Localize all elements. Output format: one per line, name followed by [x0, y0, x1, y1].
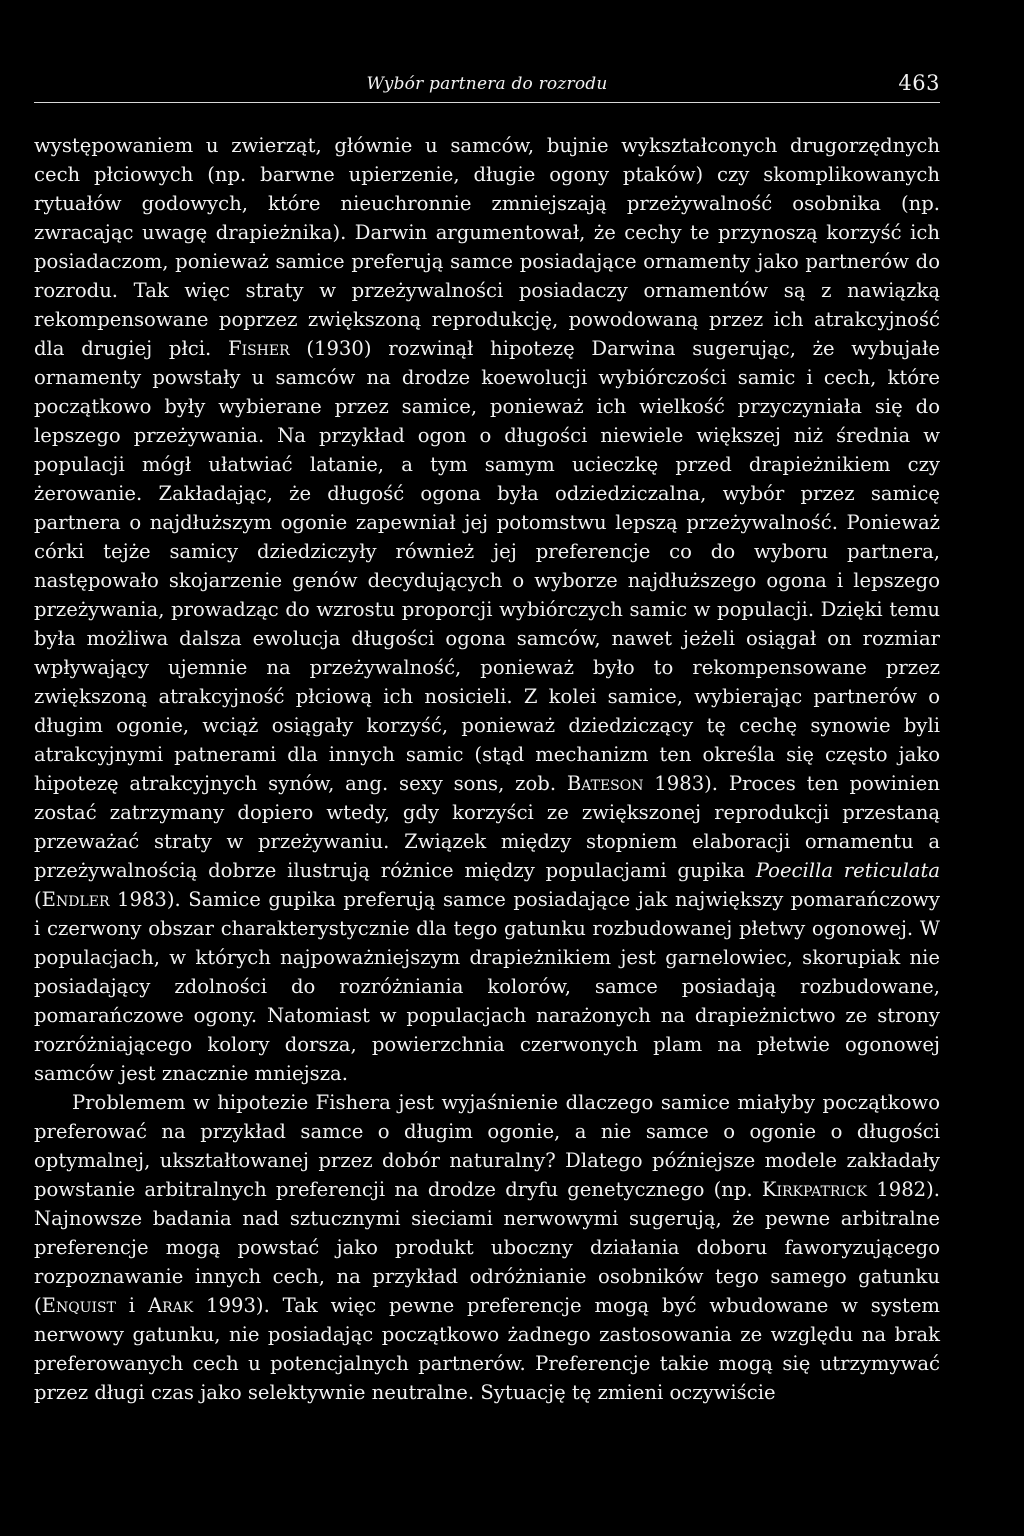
- author-citation: Enquist: [41, 1294, 116, 1317]
- text-run: 1993). Tak więc pewne preferencje mogą być wbudowane w system nerwowy gatunku, nie posiadając początkowo żadnego zastosowania ze względu na brak preferowanych cech u potencjalnych partnerów. Preferencje takie mogą się utrzymywać przez długi czas jako selektywnie neutralne. Sytuację tę zmieni oczywiście: [34, 1294, 940, 1404]
- author-citation: Endler: [41, 888, 110, 911]
- author-citation: Fisher: [227, 337, 290, 360]
- page-header: [34, 60, 940, 103]
- paragraph: [34, 131, 940, 1088]
- author-citation: Kirkpatrick: [761, 1178, 868, 1201]
- book-page: [34, 60, 940, 1407]
- running-title: Wybór partnera do rozrodu: [366, 74, 608, 94]
- text-run: 1983). Proces ten powinien zostać zatrzymany dopiero wtedy, gdy korzyści ze zwiększonej reprodukcji przestaną przeważać straty w przeżywaniu. Związek między stopniem elaboracji ornamentu a przeżywalnością dobrze ilustrują różnice między populacjami gupika: [34, 772, 940, 882]
- text-run: występowaniem u zwierząt, głównie u samców, bujnie wykształconych drugorzędnych cech płciowych (np. barwne upierzenie, długie ogony ptaków) czy skomplikowanych rytuałów godowych, które nieuchronnie zmniejszają przeżywalność osobnika (np. zwracając uwagę drapieżnika). Darwin argumentował, że cechy te przynoszą korzyść ich posiadaczom, ponieważ samice preferują samce posiadające ornamenty jako partnerów do rozrodu. Tak więc straty w przeżywalności posiadaczy ornamentów są z nawiązką rekompensowane poprzez zwiększoną reprodukcję, powodowaną przez ich atrakcyjność dla drugiej płci.: [34, 134, 940, 360]
- species-name: Poecilla reticulata: [755, 859, 940, 882]
- text-run: (1930) rozwinął hipotezę Darwina sugerując, że wybujałe ornamenty powstały u samców na drodze koewolucji wybiórczości samic i cech, które początkowo były wybierane przez samice, ponieważ ich wielkość przyczyniała się do lepszego przeżywania. Na przykład ogon o długości niewiele większej niż średnia w populacji mógł ułatwiać latanie, a tym samym ucieczkę przed drapieżnikiem czy żerowanie. Zakładając, że długość ogona była odziedziczalna, wybór przez samicę partnera o najdłuższym ogonie zapewniał jej potomstwu lepszą przeżywalność. Ponieważ córki tejże samicy dziedziczyły również jej preferencje co do wyboru partnera, następowało skojarzenie genów decydujących o wyborze najdłuższego ogona i lepszego przeżywania, prowadząc do wzrostu proporcji wybiórczych samic w populacji. Dzięki temu była możliwa dalsza ewolucja długości ogona samców, nawet jeżeli osiągał on rozmiar wpływający ujemnie na przeżywalność, ponieważ było to rekompensowane przez zwiększoną atrakcyjność płciową ich nosicieli. Z kolei samice, wybierając partnerów o długim ogonie, wciąż osiągały korzyść, ponieważ dziedziczący tę cechę synowie byli atrakcyjnymi patnerami dla innych samic (stąd mechanizm ten określa się często jako hipotezę atrakcyjnych synów, ang. sexy sons, zob.: [34, 337, 940, 795]
- body-text: [34, 131, 940, 1407]
- text-run: (: [34, 888, 42, 911]
- author-citation: Bateson: [566, 772, 644, 795]
- text-run: 1982). Najnowsze badania nad sztucznymi sieciami nerwowymi sugerują, że pewne arbitralne preferencje mogą powstać jako produkt uboczny działania doboru faworyzującego rozpoznawanie innych cech, na przykład odróżnianie osobników tego samego gatunku (: [34, 1178, 940, 1317]
- text-run: Problemem w hipotezie Fishera jest wyjaśnienie dlaczego samice miałyby początkowo preferować na przykład samce o długim ogonie, a nie samce o ogonie o długości optymalnej, ukształtowanej przez dobór naturalny? Dlatego późniejsze modele zakładały powstanie arbitralnych preferencji na drodze dryfu genetycznego (np.: [34, 1091, 940, 1201]
- paragraph: [34, 1088, 940, 1407]
- text-run: i: [115, 1294, 148, 1317]
- text-run: 1983). Samice gupika preferują samce posiadające jak największy pomarańczowy i czerwony obszar charakterystycznie dla tego gatunku rozbudowanej płetwy ogonowej. W populacjach, w których najpoważniejszym drapieżnikiem jest garnelowiec, skorupiak nie posiadający zdolności do rozróżniania kolorów, samce posiadają rozbudowane, pomarańczowe ogony. Natomiast w populacjach narażonych na drapieżnictwo ze strony rozróżniającego kolory dorsza, powierzchnia czerwonych plam na płetwie ogonowej samców jest znacznie mniejsza.: [34, 888, 940, 1085]
- page-number: 463: [898, 71, 940, 95]
- author-citation: Arak: [147, 1294, 194, 1317]
